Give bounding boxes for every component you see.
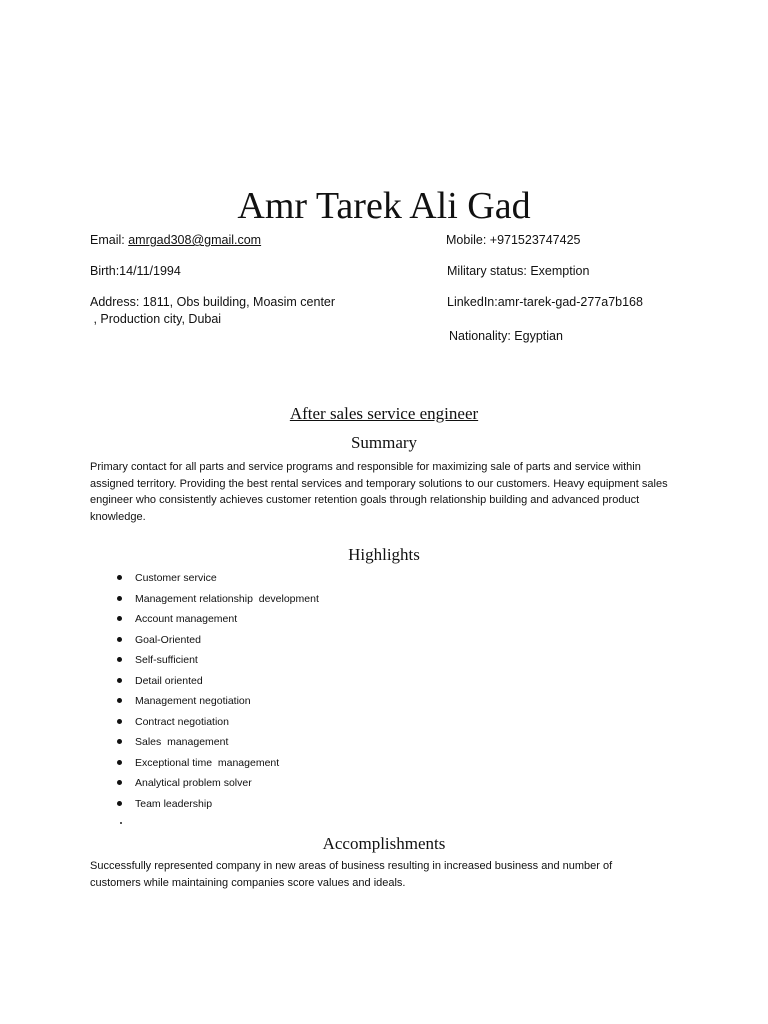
summary-text: Primary contact for all parts and service programs and responsible for maximizing sale of parts and service within assigned territory. Providing the best rental services and temporary solutions to our customers. Heavy equipment sales engineer who consistently achieves customer retention goals through relationship building and advanced product knowledge. bbox=[90, 461, 668, 523]
accomplishments-heading: Accomplishments bbox=[322, 834, 446, 853]
list-item: Team leadership bbox=[117, 795, 319, 816]
birth-field: Birth:14/11/1994 bbox=[90, 264, 181, 278]
summary-heading: Summary bbox=[350, 433, 418, 452]
list-item: Account management bbox=[117, 610, 319, 631]
nationality-field: Nationality: Egyptian bbox=[449, 329, 563, 343]
mobile-field: Mobile: +971523747425 bbox=[446, 233, 581, 247]
list-item: Management negotiation bbox=[117, 692, 319, 713]
bullet-icon bbox=[117, 596, 122, 601]
email-label: Email: bbox=[90, 233, 129, 247]
job-title bbox=[0, 403, 768, 425]
list-item: Management relationship development bbox=[117, 590, 319, 611]
stray-mark bbox=[120, 822, 122, 824]
bullet-icon bbox=[117, 719, 122, 724]
bullet-icon bbox=[117, 637, 122, 642]
bullet-icon bbox=[117, 760, 122, 765]
bullet-icon bbox=[117, 801, 122, 806]
bullet-icon bbox=[117, 780, 122, 785]
list-item: Analytical problem solver bbox=[117, 774, 319, 795]
military-status-field: Military status: Exemption bbox=[447, 264, 590, 278]
email-field bbox=[90, 232, 261, 249]
highlights-list bbox=[117, 569, 319, 815]
list-item: Detail oriented bbox=[117, 672, 319, 693]
linkedin-field: LinkedIn:amr-tarek-gad-277a7b168 bbox=[447, 295, 643, 309]
highlights-heading: Highlights bbox=[348, 545, 420, 564]
email-link[interactable]: amrgad308@gmail.com bbox=[128, 233, 262, 247]
candidate-name: Amr Tarek Ali Gad bbox=[237, 185, 531, 227]
bullet-icon bbox=[117, 657, 122, 662]
list-item: Goal-Oriented bbox=[117, 631, 319, 652]
list-item: Exceptional time management bbox=[117, 754, 319, 775]
bullet-icon bbox=[117, 616, 122, 621]
list-item: Sales management bbox=[117, 733, 319, 754]
bullet-icon bbox=[117, 739, 122, 744]
bullet-icon bbox=[117, 575, 122, 580]
job-title-text: After sales service engineer bbox=[289, 404, 479, 423]
bullet-icon bbox=[117, 698, 122, 703]
address-line-2: , Production city, Dubai bbox=[90, 312, 222, 326]
address-line-1: Address: 1811, Obs building, Moasim center bbox=[90, 295, 336, 309]
list-item: Customer service bbox=[117, 569, 319, 590]
accomplishments-text: Successfully represented company in new areas of business resulting in increased business and number of customers while maintaining companies score values and ideals. bbox=[90, 860, 613, 889]
bullet-icon bbox=[117, 678, 122, 683]
list-item: Self-sufficient bbox=[117, 651, 319, 672]
list-item: Contract negotiation bbox=[117, 713, 319, 734]
